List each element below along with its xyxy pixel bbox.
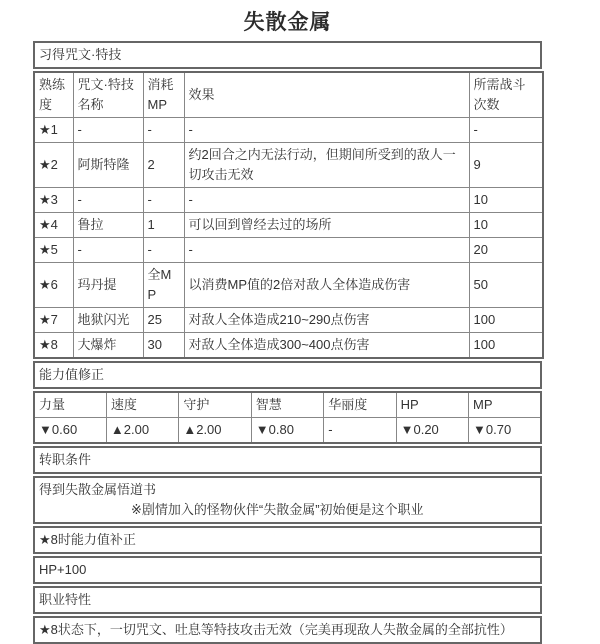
job-change-cell	[34, 477, 541, 523]
skill-effect: 对敌人全体造成300~400点伤害	[184, 333, 469, 359]
stats-col-mp: MP	[469, 392, 541, 418]
skills-col-proficiency: 熟练度	[34, 72, 73, 118]
job-change-note: ※剧情加入的怪物伙伴“失散金属”初始便是这个职业	[131, 502, 424, 517]
stat-wisdom-mod: ▼0.80	[251, 418, 323, 444]
skill-row-2	[34, 143, 543, 188]
skill-proficiency: ★2	[34, 143, 73, 188]
stat-style-mod: -	[324, 418, 396, 444]
skill-battles: 9	[469, 143, 543, 188]
skill-effect: -	[184, 188, 469, 213]
skills-col-effect: 效果	[184, 72, 469, 118]
skill-row-3	[34, 188, 543, 213]
skills-header-row	[34, 72, 543, 118]
skill-name: 大爆炸	[73, 333, 143, 359]
stats-header-row	[34, 392, 541, 418]
skill-proficiency: ★6	[34, 263, 73, 308]
stat-defense-mod: ▲2.00	[179, 418, 251, 444]
skills-section-label: 习得咒文·特技	[34, 42, 541, 68]
skill-battles: 100	[469, 308, 543, 333]
skill-effect: 以消费MP值的2倍对敌人全体造成伤害	[184, 263, 469, 308]
skill-name: 地狱闪光	[73, 308, 143, 333]
skill-proficiency: ★3	[34, 188, 73, 213]
skill-mp: -	[143, 188, 184, 213]
skill-mp: 2	[143, 143, 184, 188]
job-change-section-label: 转职条件	[34, 447, 541, 473]
stats-section-bar	[33, 361, 542, 389]
stats-col-strength: 力量	[34, 392, 106, 418]
star8-section-bar	[33, 526, 542, 554]
skill-mp: 1	[143, 213, 184, 238]
stat-strength-mod: ▼0.60	[34, 418, 106, 444]
job-change-condition: 得到失散金属悟道书	[39, 482, 157, 497]
skill-name: 阿斯特隆	[73, 143, 143, 188]
star8-bonus-value: HP+100	[34, 557, 541, 583]
stats-section-label: 能力值修正	[34, 362, 541, 388]
skill-row-4	[34, 213, 543, 238]
stats-col-defense: 守护	[179, 392, 251, 418]
skill-mp: 全MP	[143, 263, 184, 308]
trait-section-label: 职业特性	[34, 587, 541, 613]
skill-mp: -	[143, 238, 184, 263]
skill-battles: 10	[469, 213, 543, 238]
skill-effect: -	[184, 238, 469, 263]
skill-row-8	[34, 333, 543, 359]
skill-battles: 50	[469, 263, 543, 308]
skill-name: -	[73, 238, 143, 263]
skill-mp: -	[143, 118, 184, 143]
skill-battles: 20	[469, 238, 543, 263]
star8-value-table	[33, 556, 542, 584]
stats-col-style: 华丽度	[324, 392, 396, 418]
trait-text-table	[33, 616, 542, 644]
stat-speed-mod: ▲2.00	[106, 418, 178, 444]
stats-table	[33, 391, 542, 444]
skill-mp: 30	[143, 333, 184, 359]
skills-section-bar	[33, 41, 542, 69]
skill-name: 玛丹提	[73, 263, 143, 308]
skill-proficiency: ★4	[34, 213, 73, 238]
skill-proficiency: ★8	[34, 333, 73, 359]
skill-name: -	[73, 118, 143, 143]
star8-section-label: ★8时能力值补正	[34, 527, 541, 553]
skills-col-battles: 所需战斗次数	[469, 72, 543, 118]
wiki-content	[33, 6, 542, 644]
stats-values-row	[34, 418, 541, 444]
skill-row-5	[34, 238, 543, 263]
skills-table	[33, 71, 544, 359]
skill-effect: -	[184, 118, 469, 143]
skill-battles: -	[469, 118, 543, 143]
skill-battles: 100	[469, 333, 543, 359]
job-change-section-bar	[33, 446, 542, 474]
page-title: 失散金属	[243, 11, 332, 34]
skill-proficiency: ★7	[34, 308, 73, 333]
skill-battles: 10	[469, 188, 543, 213]
skill-effect: 对敌人全体造成210~290点伤害	[184, 308, 469, 333]
job-change-table	[33, 476, 542, 524]
trait-text: ★8状态下，一切咒文、吐息等特技攻击无效（完美再现敌人失散金属的全部抗性）	[34, 617, 541, 643]
skill-effect: 约2回合之内无法行动，但期间所受到的敌人一切攻击无效	[184, 143, 469, 188]
skill-row-7	[34, 308, 543, 333]
stats-col-hp: HP	[396, 392, 468, 418]
skill-mp: 25	[143, 308, 184, 333]
skill-effect: 可以回到曾经去过的场所	[184, 213, 469, 238]
skill-name: -	[73, 188, 143, 213]
skill-name: 鲁拉	[73, 213, 143, 238]
stat-mp-mod: ▼0.70	[469, 418, 541, 444]
stats-col-speed: 速度	[106, 392, 178, 418]
stat-hp-mod: ▼0.20	[396, 418, 468, 444]
skill-row-1	[34, 118, 543, 143]
stats-col-wisdom: 智慧	[251, 392, 323, 418]
trait-section-bar	[33, 586, 542, 614]
skills-col-mp: 消耗MP	[143, 72, 184, 118]
skill-proficiency: ★1	[34, 118, 73, 143]
skill-proficiency: ★5	[34, 238, 73, 263]
skill-row-6	[34, 263, 543, 308]
skills-col-name: 咒文·特技名称	[73, 72, 143, 118]
